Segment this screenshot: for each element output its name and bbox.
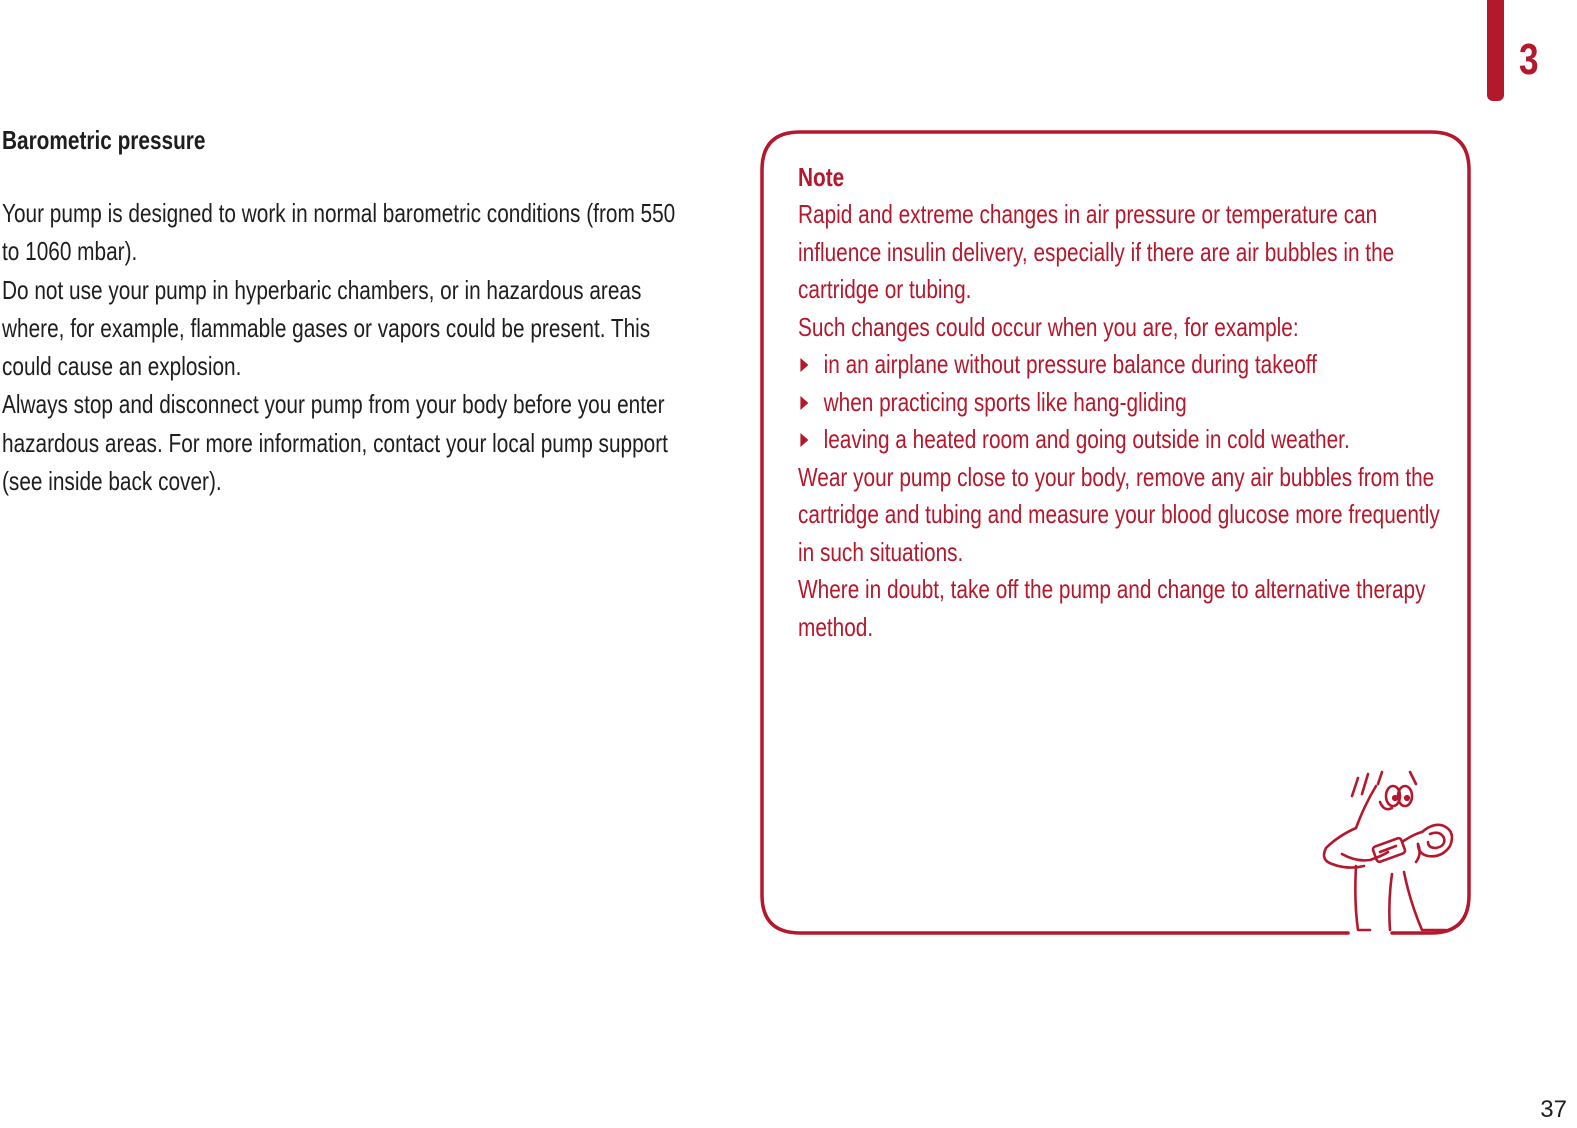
list-item-text: when practicing sports like hang-gliding bbox=[823, 386, 1187, 417]
note-advice: Wear your pump close to your body, remove any air bubbles from the cartridge and tubing and measure your blood glucose more frequently in such situations. bbox=[798, 461, 1440, 567]
triangle-bullet-icon bbox=[800, 396, 808, 410]
chapter-tab bbox=[1487, 0, 1504, 101]
list-item bbox=[798, 384, 1446, 422]
pump-mascot-illustration bbox=[1318, 762, 1463, 934]
chapter-number: 3 bbox=[1519, 35, 1539, 84]
list-item-text: in an airplane without pressure balance during takeoff bbox=[823, 349, 1317, 379]
page-number: 37 bbox=[1540, 1096, 1567, 1123]
section-title: Barometric pressure bbox=[2, 125, 206, 155]
note-closing: Where in doubt, take off the pump and change to alternative therapy method. bbox=[798, 574, 1426, 642]
main-section bbox=[2, 120, 690, 500]
note-list bbox=[798, 346, 1446, 459]
triangle-bullet-icon bbox=[800, 433, 808, 447]
list-item bbox=[798, 346, 1446, 384]
list-item-text: leaving a heated room and going outside in cold weather. bbox=[823, 424, 1350, 454]
body-paragraph-3: Always stop and disconnect your pump from your body before you enter hazardous areas. For more information, contact your local pump support (see inside back cover). bbox=[2, 389, 668, 497]
note-list-intro: Such changes could occur when you are, for example: bbox=[798, 311, 1299, 342]
triangle-bullet-icon bbox=[800, 358, 808, 372]
note-box bbox=[798, 158, 1446, 646]
note-title: Note bbox=[798, 162, 845, 192]
body-paragraph-2: Do not use your pump in hyperbaric chambers, or in hazardous areas where, for example, flammable gases or vapors could be present. This could cause an explosion. bbox=[2, 274, 651, 382]
note-intro: Rapid and extreme changes in air pressure or temperature can influence insulin delivery, especially if there are air bubbles in the cartridge or tubing. bbox=[798, 199, 1395, 304]
list-item bbox=[798, 421, 1446, 459]
body-paragraph-1: Your pump is designed to work in normal barometric conditions (from 550 to 1060 mbar). bbox=[2, 198, 676, 267]
